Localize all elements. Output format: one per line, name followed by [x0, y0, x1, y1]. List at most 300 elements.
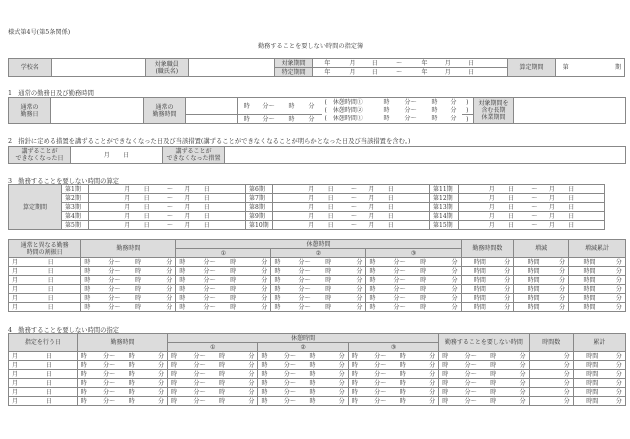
work-1[interactable]: 分〜	[100, 258, 128, 267]
break3-0[interactable]: 時	[366, 267, 386, 276]
cum-minutes[interactable]: 分	[611, 397, 626, 406]
break2-2[interactable]: 時	[303, 388, 322, 397]
break-end-hour-2[interactable]: 時	[424, 115, 446, 124]
work-0[interactable]: 時	[77, 352, 96, 361]
work-0[interactable]: 時	[77, 361, 96, 370]
break1-2[interactable]: 時	[223, 258, 243, 267]
break1-2[interactable]: 時	[223, 285, 243, 294]
period-range-input[interactable]: 月 日 〜 月 日	[273, 185, 430, 194]
break2-2[interactable]: 時	[303, 397, 322, 406]
hours-value[interactable]: 時間	[514, 267, 553, 276]
cum-minutes[interactable]: 分	[611, 379, 626, 388]
target-end-year[interactable]: 年	[412, 59, 436, 68]
break2-2[interactable]: 時	[318, 285, 338, 294]
school-input[interactable]	[51, 59, 145, 77]
break1-3[interactable]: 分	[231, 388, 258, 397]
break3-2[interactable]: 時	[413, 285, 433, 294]
break3-0[interactable]: 時	[348, 370, 367, 379]
break1-0[interactable]: 時	[168, 397, 187, 406]
break2-end-min[interactable]: 分	[450, 106, 457, 114]
break3-0[interactable]: 時	[366, 294, 386, 303]
month[interactable]: 月	[9, 258, 45, 267]
break1-3[interactable]: 分	[231, 379, 258, 388]
break2-1[interactable]: 分〜	[277, 397, 304, 406]
break1-2[interactable]: 時	[213, 352, 232, 361]
cum-hours[interactable]: 時間	[573, 379, 610, 388]
unable-date-input[interactable]: 月 日	[71, 147, 163, 164]
specific-end-year[interactable]: 年	[412, 68, 436, 77]
break3-1[interactable]: 分〜	[367, 388, 394, 397]
break2-0[interactable]: 時	[258, 397, 277, 406]
break2-start-hour[interactable]: 時	[383, 106, 390, 114]
month[interactable]: 月	[9, 361, 43, 370]
month[interactable]: 月	[9, 276, 45, 285]
break2-1[interactable]: 分〜	[277, 379, 304, 388]
break1-2[interactable]: 時	[213, 370, 232, 379]
period-range-input[interactable]: 月 日 〜 月 日	[273, 203, 430, 212]
work-2[interactable]: 時	[122, 397, 141, 406]
break2-2[interactable]: 時	[303, 361, 322, 370]
break2-1[interactable]: 分〜	[291, 258, 319, 267]
break1-3[interactable]: 分	[243, 276, 271, 285]
off-3[interactable]: 分	[503, 370, 530, 379]
work-2[interactable]: 時	[122, 379, 141, 388]
break3-1[interactable]: 分〜	[367, 379, 394, 388]
work-3[interactable]: 分	[141, 388, 168, 397]
break3-3[interactable]: 分	[412, 379, 439, 388]
break1-0[interactable]: 時	[168, 379, 187, 388]
hours-value[interactable]: 時間	[461, 258, 498, 267]
hours-value[interactable]: 時間	[569, 285, 610, 294]
break3-0[interactable]: 時	[348, 388, 367, 397]
break1-3[interactable]: 分	[243, 285, 271, 294]
work-0[interactable]: 時	[81, 294, 101, 303]
break3-0[interactable]: 時	[348, 379, 367, 388]
off-0[interactable]: 時	[439, 352, 458, 361]
hours-value[interactable]: 時間	[569, 258, 610, 267]
break2-2[interactable]: 時	[303, 352, 322, 361]
cum-minutes[interactable]: 分	[611, 370, 626, 379]
break2-end-hour[interactable]: 時	[431, 106, 438, 114]
minutes-value[interactable]: 分	[553, 294, 569, 303]
break1-start-min[interactable]: 分〜	[398, 98, 424, 107]
target-start-month[interactable]: 月	[341, 59, 363, 68]
hours-value[interactable]: 時間	[461, 267, 498, 276]
period-range-input[interactable]: 月 日 〜 月 日	[459, 203, 605, 212]
work-3[interactable]: 分	[141, 361, 168, 370]
break3-0[interactable]: 時	[348, 397, 367, 406]
leave-input[interactable]	[514, 98, 626, 124]
minutes-value[interactable]: 分	[610, 303, 626, 312]
off-0[interactable]: 時	[439, 370, 458, 379]
break3-3[interactable]: 分	[433, 258, 461, 267]
work-1[interactable]: 分〜	[96, 352, 123, 361]
break2-start-min[interactable]: 分〜	[404, 106, 417, 114]
break2-0[interactable]: 時	[258, 388, 277, 397]
cum-minutes[interactable]: 分	[611, 361, 626, 370]
break1-end-hour[interactable]: 時	[424, 98, 446, 107]
day[interactable]: 日	[43, 361, 77, 370]
day[interactable]: 日	[45, 303, 81, 312]
month[interactable]: 月	[9, 285, 45, 294]
break2-2[interactable]: 時	[318, 258, 338, 267]
count-minutes[interactable]: 分	[529, 361, 573, 370]
break1-3[interactable]: 分	[231, 352, 258, 361]
break2-1[interactable]: 分〜	[291, 267, 319, 276]
break3-3[interactable]: 分	[433, 294, 461, 303]
break1-3[interactable]: 分	[243, 258, 271, 267]
hours-value[interactable]: 時間	[514, 276, 553, 285]
work-0[interactable]: 時	[81, 303, 101, 312]
off-2[interactable]: 時	[484, 397, 503, 406]
off-0[interactable]: 時	[439, 397, 458, 406]
period-range-input[interactable]: 月 日 〜 月 日	[273, 212, 430, 221]
break2-0[interactable]: 時	[258, 352, 277, 361]
break2-2[interactable]: 時	[318, 276, 338, 285]
break2-0[interactable]: 時	[258, 379, 277, 388]
break2-1[interactable]: 分〜	[291, 285, 319, 294]
hours-value[interactable]: 時間	[514, 303, 553, 312]
work-3[interactable]: 分	[141, 379, 168, 388]
break2-0[interactable]: 時	[271, 276, 291, 285]
month[interactable]: 月	[9, 379, 43, 388]
break2-3[interactable]: 分	[338, 267, 366, 276]
work-1[interactable]: 分〜	[100, 276, 128, 285]
minutes-value[interactable]: 分	[553, 276, 569, 285]
count-minutes[interactable]: 分	[529, 379, 573, 388]
minutes-value[interactable]: 分	[498, 303, 514, 312]
off-3[interactable]: 分	[503, 361, 530, 370]
off-0[interactable]: 時	[439, 388, 458, 397]
minutes-value[interactable]: 分	[498, 276, 514, 285]
off-3[interactable]: 分	[503, 388, 530, 397]
work-2[interactable]: 時	[122, 361, 141, 370]
break3-3[interactable]: 分	[412, 352, 439, 361]
month[interactable]: 月	[9, 370, 43, 379]
break1-1[interactable]: 分〜	[186, 388, 213, 397]
hours-value[interactable]: 時間	[569, 294, 610, 303]
off-1[interactable]: 分〜	[457, 379, 484, 388]
calc-period-input[interactable]: 期	[576, 59, 625, 77]
break1-1[interactable]: 分〜	[196, 276, 224, 285]
work-0[interactable]: 時	[77, 397, 96, 406]
work-1[interactable]: 分〜	[96, 388, 123, 397]
break3-0[interactable]: 時	[366, 276, 386, 285]
break3-2[interactable]: 時	[413, 267, 433, 276]
work-3[interactable]: 分	[148, 294, 176, 303]
break1-0[interactable]: 時	[176, 276, 196, 285]
break2-3[interactable]: 分	[338, 303, 366, 312]
break3-2[interactable]: 時	[413, 294, 433, 303]
break3-3[interactable]: 分	[433, 267, 461, 276]
target-start-year[interactable]: 年	[313, 59, 341, 68]
work-2[interactable]: 時	[122, 352, 141, 361]
day[interactable]: 日	[45, 285, 81, 294]
minutes-value[interactable]: 分	[498, 294, 514, 303]
start-hour[interactable]: 時	[238, 98, 256, 115]
period-range-input[interactable]: 月 日 〜 月 日	[89, 203, 246, 212]
break3-1[interactable]: 分〜	[367, 370, 394, 379]
break1-1[interactable]: 分〜	[186, 361, 213, 370]
work-1[interactable]: 分〜	[96, 361, 123, 370]
break1-2[interactable]: 時	[223, 294, 243, 303]
start-hour-2[interactable]: 時	[238, 115, 256, 124]
work-3[interactable]: 分	[141, 397, 168, 406]
work-1[interactable]: 分〜	[100, 285, 128, 294]
period-range-input[interactable]: 月 日 〜 月 日	[89, 194, 246, 203]
break2-3[interactable]: 分	[322, 388, 349, 397]
break3-2[interactable]: 時	[393, 370, 412, 379]
break1-3[interactable]: 分	[243, 267, 271, 276]
break1-3[interactable]: 分	[243, 294, 271, 303]
work-3[interactable]: 分	[148, 267, 176, 276]
break-end-min-2[interactable]: 分	[446, 115, 462, 124]
work-3[interactable]: 分	[148, 285, 176, 294]
break1-0[interactable]: 時	[168, 352, 187, 361]
break3-2[interactable]: 時	[393, 379, 412, 388]
day[interactable]: 日	[43, 397, 77, 406]
month[interactable]: 月	[9, 303, 45, 312]
break3-1[interactable]: 分〜	[386, 267, 414, 276]
end-hour[interactable]: 時	[282, 98, 302, 115]
break3-2[interactable]: 時	[393, 388, 412, 397]
cum-hours[interactable]: 時間	[573, 397, 610, 406]
break2-0[interactable]: 時	[258, 361, 277, 370]
cum-hours[interactable]: 時間	[573, 388, 610, 397]
target-end-month[interactable]: 月	[437, 59, 459, 68]
work-0[interactable]: 時	[81, 258, 101, 267]
cum-hours[interactable]: 時間	[573, 361, 610, 370]
hours-value[interactable]: 時間	[461, 276, 498, 285]
hours-value[interactable]: 時間	[461, 285, 498, 294]
staff-input[interactable]	[188, 59, 274, 77]
break1-end-min[interactable]: 分	[446, 98, 462, 107]
break2-2[interactable]: 時	[318, 294, 338, 303]
break2-1[interactable]: 分〜	[277, 370, 304, 379]
minutes-value[interactable]: 分	[553, 285, 569, 294]
specific-end-month[interactable]: 月	[437, 68, 459, 77]
work-0[interactable]: 時	[81, 276, 101, 285]
break2-3[interactable]: 分	[322, 397, 349, 406]
day[interactable]: 日	[43, 352, 77, 361]
off-3[interactable]: 分	[503, 379, 530, 388]
break1-1[interactable]: 分〜	[196, 303, 224, 312]
break2-3[interactable]: 分	[322, 379, 349, 388]
break1-2[interactable]: 時	[223, 276, 243, 285]
off-1[interactable]: 分〜	[457, 361, 484, 370]
break1-1[interactable]: 分〜	[186, 397, 213, 406]
break3-1[interactable]: 分〜	[386, 294, 414, 303]
break2-2[interactable]: 時	[303, 379, 322, 388]
break1-1[interactable]: 分〜	[186, 352, 213, 361]
month[interactable]: 月	[9, 267, 45, 276]
break1-0[interactable]: 時	[176, 285, 196, 294]
end-min[interactable]: 分	[302, 98, 322, 115]
hours-value[interactable]: 時間	[569, 276, 610, 285]
break-min-2[interactable]: 分〜	[398, 115, 424, 124]
count-minutes[interactable]: 分	[529, 352, 573, 361]
break2-0[interactable]: 時	[271, 267, 291, 276]
off-0[interactable]: 時	[439, 379, 458, 388]
break2-3[interactable]: 分	[338, 285, 366, 294]
break2-2[interactable]: 時	[303, 370, 322, 379]
break2-3[interactable]: 分	[338, 258, 366, 267]
work-3[interactable]: 分	[141, 370, 168, 379]
break2-3[interactable]: 分	[322, 361, 349, 370]
day[interactable]: 日	[45, 276, 81, 285]
work-2[interactable]: 時	[122, 388, 141, 397]
break1-0[interactable]: 時	[176, 258, 196, 267]
minutes-value[interactable]: 分	[610, 276, 626, 285]
break3-1[interactable]: 分〜	[367, 352, 394, 361]
break3-3[interactable]: 分	[412, 370, 439, 379]
break2-0[interactable]: 時	[258, 370, 277, 379]
period-range-input[interactable]: 月 日 〜 月 日	[89, 212, 246, 221]
work-0[interactable]: 時	[77, 379, 96, 388]
break3-0[interactable]: 時	[366, 303, 386, 312]
specific-start-month[interactable]: 月	[341, 68, 363, 77]
break2-1[interactable]: 分〜	[291, 276, 319, 285]
off-3[interactable]: 分	[503, 352, 530, 361]
off-2[interactable]: 時	[484, 352, 503, 361]
target-end-day[interactable]: 日	[459, 59, 483, 68]
cum-minutes[interactable]: 分	[611, 388, 626, 397]
work-1[interactable]: 分〜	[100, 267, 128, 276]
break3-0[interactable]: 時	[348, 361, 367, 370]
break3-2[interactable]: 時	[393, 352, 412, 361]
month[interactable]: 月	[9, 388, 43, 397]
count-minutes[interactable]: 分	[529, 397, 573, 406]
work-2[interactable]: 時	[128, 294, 148, 303]
minutes-value[interactable]: 分	[498, 267, 514, 276]
specific-end-day[interactable]: 日	[459, 68, 483, 77]
off-2[interactable]: 時	[484, 379, 503, 388]
break1-0[interactable]: 時	[168, 361, 187, 370]
end-hour-2[interactable]: 時	[282, 115, 302, 124]
work-2[interactable]: 時	[128, 276, 148, 285]
start-min-2[interactable]: 分〜	[256, 115, 282, 124]
break2-2[interactable]: 時	[318, 267, 338, 276]
specific-start-day[interactable]: 日	[364, 68, 386, 77]
work-2[interactable]: 時	[128, 258, 148, 267]
minutes-value[interactable]: 分	[610, 294, 626, 303]
break1-0[interactable]: 時	[176, 303, 196, 312]
count-minutes[interactable]: 分	[529, 370, 573, 379]
start-min[interactable]: 分〜	[256, 98, 282, 115]
hours-value[interactable]: 時間	[461, 294, 498, 303]
break1-1[interactable]: 分〜	[186, 379, 213, 388]
day[interactable]: 日	[45, 267, 81, 276]
minutes-value[interactable]: 分	[498, 285, 514, 294]
period-range-input[interactable]: 月 日 〜 月 日	[273, 194, 430, 203]
break3-1[interactable]: 分〜	[386, 285, 414, 294]
break3-3[interactable]: 分	[412, 397, 439, 406]
hours-value[interactable]: 時間	[569, 267, 610, 276]
break1-3[interactable]: 分	[231, 361, 258, 370]
break1-2[interactable]: 時	[213, 388, 232, 397]
cum-hours[interactable]: 時間	[573, 352, 610, 361]
period-range-input[interactable]: 月 日 〜 月 日	[89, 221, 246, 230]
worktime-note-1[interactable]	[186, 98, 238, 115]
work-1[interactable]: 分〜	[100, 303, 128, 312]
work-1[interactable]: 分〜	[100, 294, 128, 303]
break2-3[interactable]: 分	[322, 370, 349, 379]
break3-2[interactable]: 時	[413, 258, 433, 267]
off-1[interactable]: 分〜	[457, 370, 484, 379]
break3-1[interactable]: 分〜	[386, 258, 414, 267]
work-2[interactable]: 時	[128, 303, 148, 312]
minutes-value[interactable]: 分	[498, 258, 514, 267]
break2-1[interactable]: 分〜	[277, 388, 304, 397]
break1-start-hour[interactable]: 時	[376, 98, 398, 107]
off-1[interactable]: 分〜	[457, 388, 484, 397]
work-3[interactable]: 分	[148, 303, 176, 312]
end-min-2[interactable]: 分	[302, 115, 322, 124]
target-start-day[interactable]: 日	[364, 59, 386, 68]
break1-2[interactable]: 時	[213, 397, 232, 406]
work-0[interactable]: 時	[77, 370, 96, 379]
break1-0[interactable]: 時	[176, 294, 196, 303]
hours-value[interactable]: 時間	[514, 294, 553, 303]
break3-1[interactable]: 分〜	[386, 303, 414, 312]
break3-3[interactable]: 分	[433, 276, 461, 285]
break3-2[interactable]: 時	[413, 276, 433, 285]
break2-3[interactable]: 分	[338, 294, 366, 303]
cum-minutes[interactable]: 分	[611, 352, 626, 361]
break1-3[interactable]: 分	[231, 397, 258, 406]
break2-1[interactable]: 分〜	[291, 294, 319, 303]
minutes-value[interactable]: 分	[610, 258, 626, 267]
break3-0[interactable]: 時	[348, 352, 367, 361]
break3-1[interactable]: 分〜	[367, 361, 394, 370]
off-2[interactable]: 時	[484, 361, 503, 370]
work-2[interactable]: 時	[128, 285, 148, 294]
period-range-input[interactable]: 月 日 〜 月 日	[459, 221, 605, 230]
break1-2[interactable]: 時	[223, 267, 243, 276]
hours-value[interactable]: 時間	[514, 285, 553, 294]
break1-0[interactable]: 時	[168, 370, 187, 379]
work-0[interactable]: 時	[81, 267, 101, 276]
specific-start-year[interactable]: 年	[313, 68, 341, 77]
cum-hours[interactable]: 時間	[573, 370, 610, 379]
period-range-input[interactable]: 月 日 〜 月 日	[459, 185, 605, 194]
break1-1[interactable]: 分〜	[196, 258, 224, 267]
break1-2[interactable]: 時	[213, 379, 232, 388]
off-3[interactable]: 分	[503, 397, 530, 406]
break2-0[interactable]: 時	[271, 303, 291, 312]
day[interactable]: 日	[45, 258, 81, 267]
minutes-value[interactable]: 分	[553, 267, 569, 276]
work-1[interactable]: 分〜	[96, 379, 123, 388]
period-range-input[interactable]: 月 日 〜 月 日	[273, 221, 430, 230]
off-1[interactable]: 分〜	[457, 352, 484, 361]
off-0[interactable]: 時	[439, 361, 458, 370]
minutes-value[interactable]: 分	[553, 258, 569, 267]
break2-0[interactable]: 時	[271, 258, 291, 267]
break3-3[interactable]: 分	[433, 285, 461, 294]
break2-2[interactable]: 時	[318, 303, 338, 312]
break3-2[interactable]: 時	[413, 303, 433, 312]
minutes-value[interactable]: 分	[553, 303, 569, 312]
off-1[interactable]: 分〜	[457, 397, 484, 406]
break1-0[interactable]: 時	[176, 267, 196, 276]
work-3[interactable]: 分	[148, 276, 176, 285]
off-2[interactable]: 時	[484, 388, 503, 397]
break1-1[interactable]: 分〜	[186, 370, 213, 379]
break2-1[interactable]: 分〜	[291, 303, 319, 312]
break1-2[interactable]: 時	[223, 303, 243, 312]
workday-input[interactable]	[51, 98, 144, 124]
